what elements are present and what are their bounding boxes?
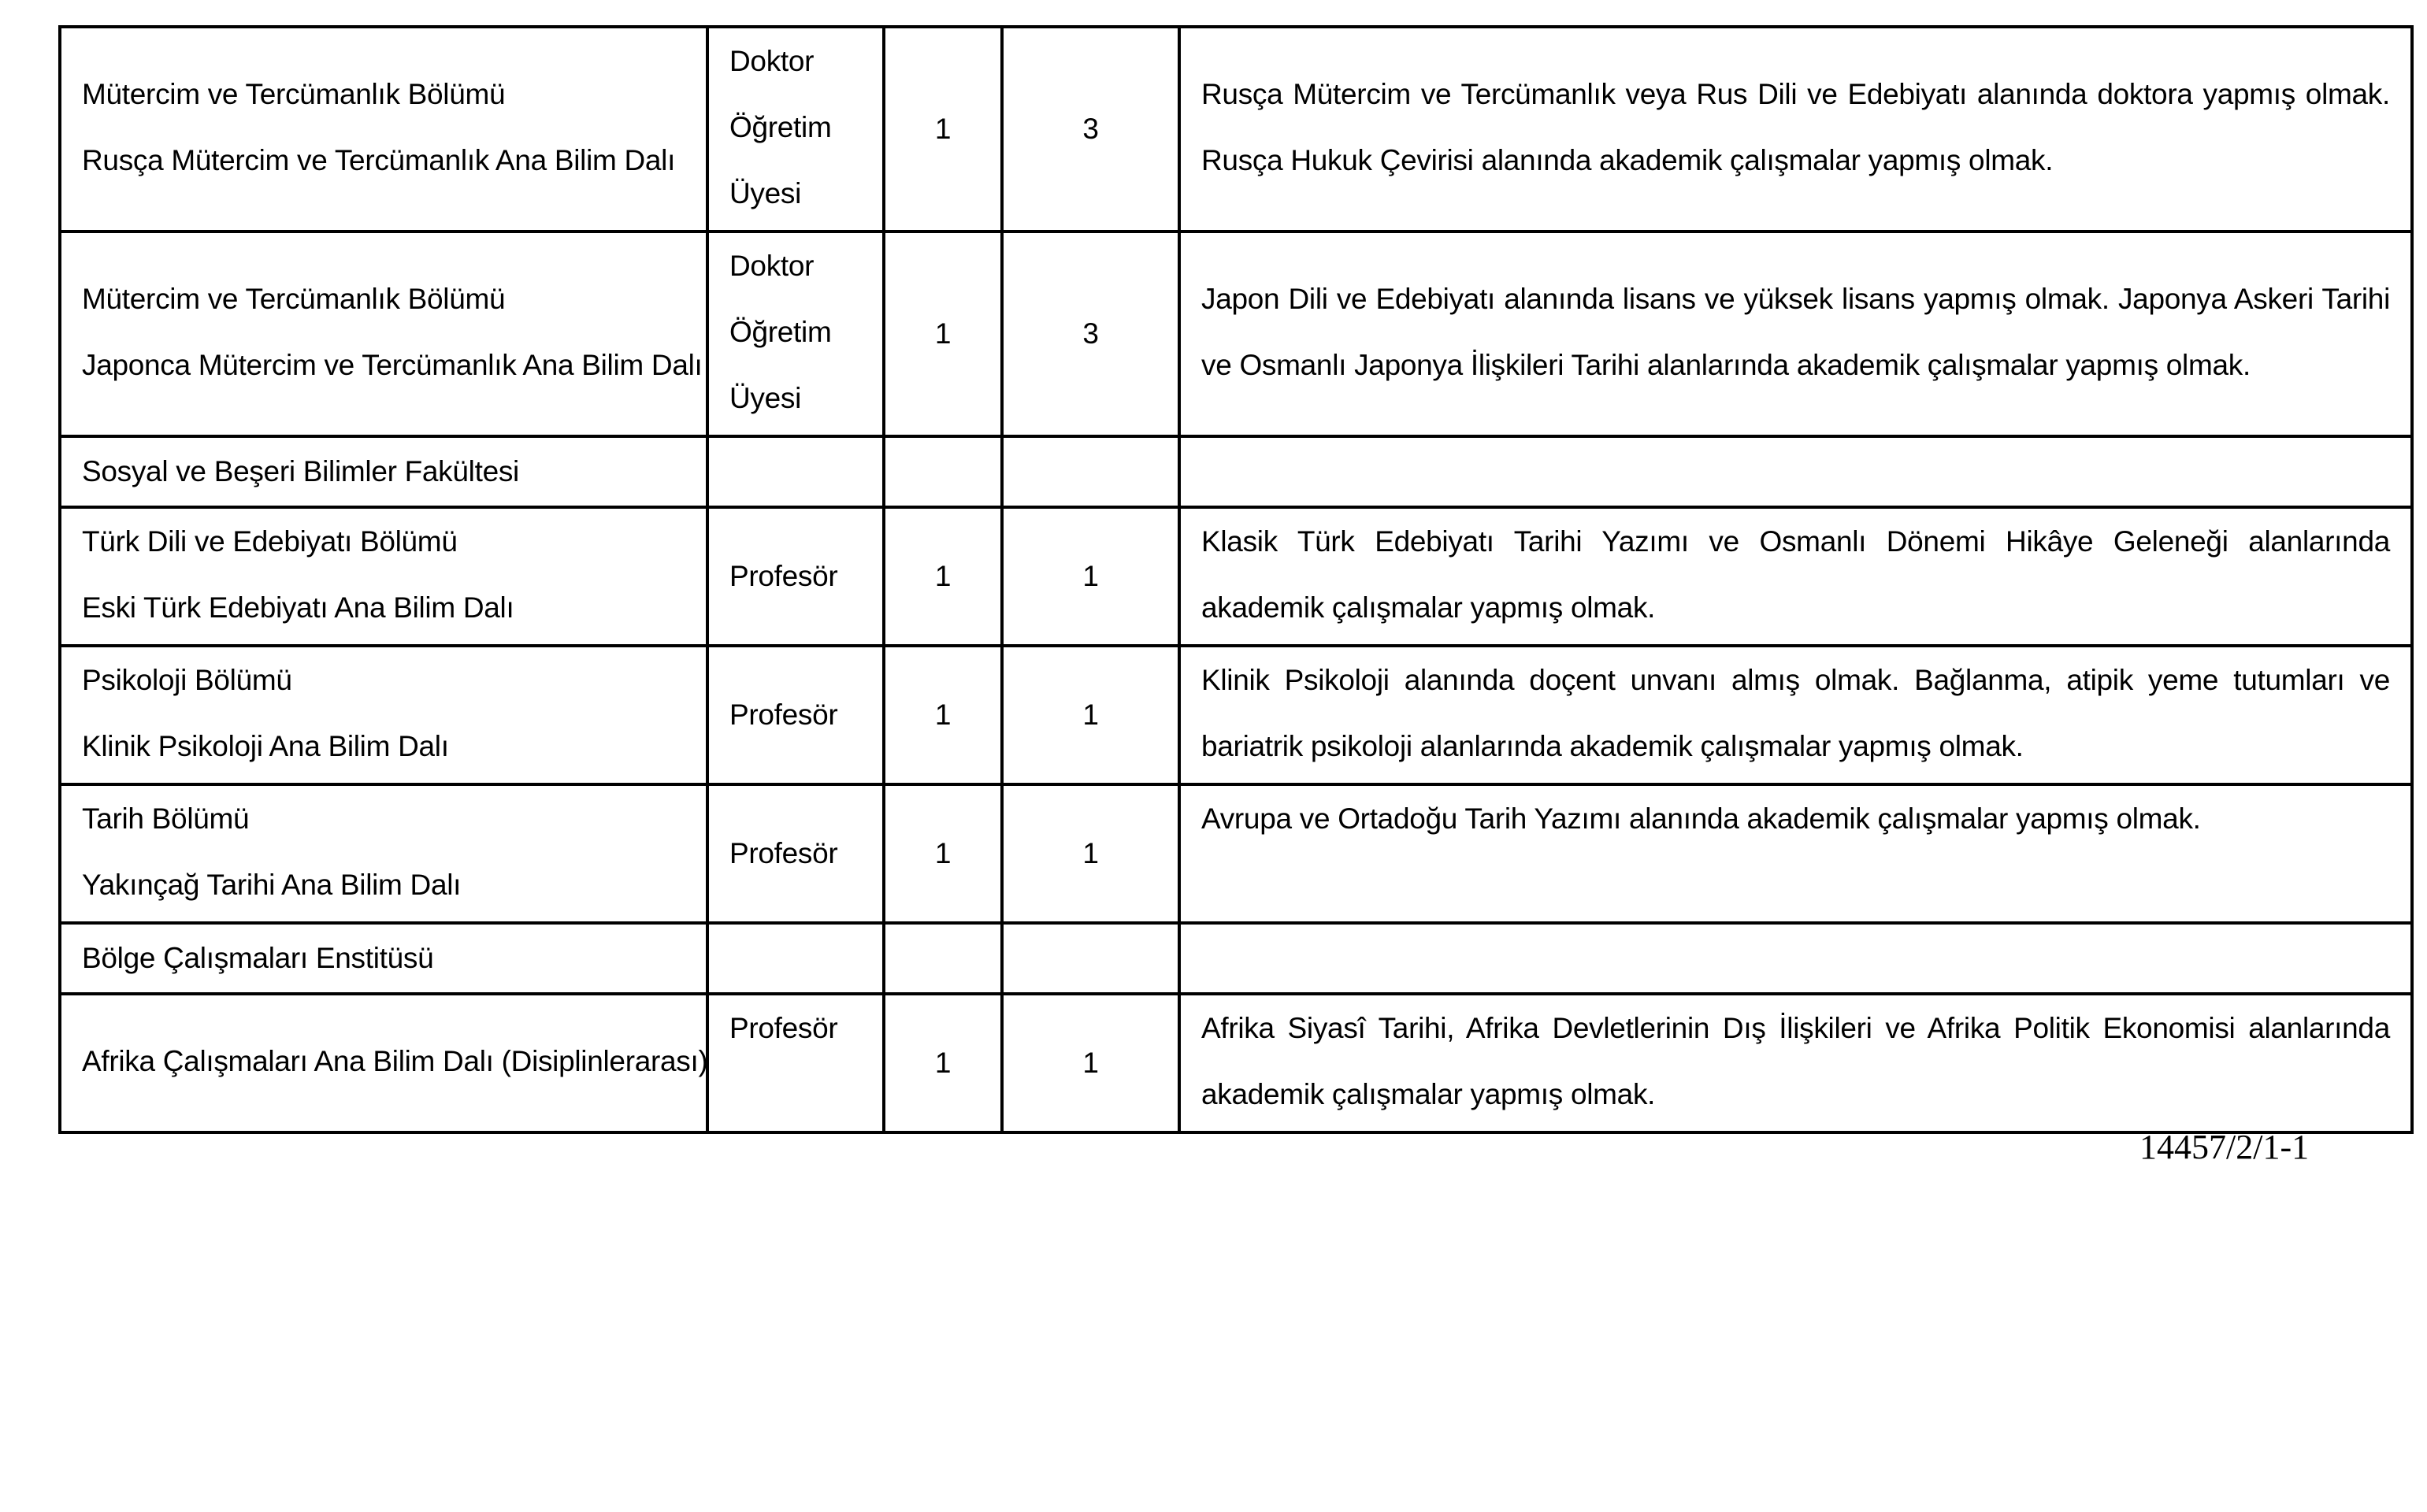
empty-cell <box>707 923 884 994</box>
degree-cell: 1 <box>1002 994 1179 1132</box>
title-cell: Profesör <box>707 784 884 923</box>
title-line: Öğretim <box>729 316 832 348</box>
title-cell <box>707 232 884 436</box>
empty-cell <box>884 436 1002 507</box>
empty-cell <box>1002 436 1179 507</box>
title-cell: Profesör <box>707 646 884 784</box>
count-cell: 1 <box>884 994 1002 1132</box>
table-row <box>60 507 2412 646</box>
count-cell: 1 <box>884 27 1002 232</box>
title-cell: Profesör <box>707 994 884 1132</box>
title-line: Üyesi <box>729 177 802 209</box>
unit-line: Klinik Psikoloji Ana Bilim Dalı <box>82 730 449 762</box>
degree-cell: 1 <box>1002 507 1179 646</box>
table-row <box>60 784 2412 923</box>
unit-cell <box>60 507 707 646</box>
empty-cell <box>707 436 884 507</box>
requirement-cell: Afrika Siyasî Tarihi, Afrika Devletlerinin Dış İlişkileri ve Afrika Politik Ekonomisi alanlarında akademik çalışmalar yapmış olmak. <box>1179 994 2412 1132</box>
count-cell: 1 <box>884 232 1002 436</box>
degree-cell: 1 <box>1002 646 1179 784</box>
unit-cell <box>60 994 707 1132</box>
section-header: Bölge Çalışmaları Enstitüsü <box>60 923 707 994</box>
empty-cell <box>1002 923 1179 994</box>
requirement-text: Japon Dili ve Edebiyatı alanında lisans ve yüksek lisans yapmış olmak. Japonya Askeri Tarihi ve Osmanlı Japonya İlişkileri Tarihi alanlarında akademik çalışmalar yapmış olmak. <box>1201 283 2390 381</box>
unit-line: Rusça Mütercim ve Tercümanlık Ana Bilim Dalı <box>82 144 676 176</box>
requirement-text: Rusça Mütercim ve Tercümanlık veya Rus Dili ve Edebiyatı alanında doktora yapmış olmak. Rusça Hukuk Çevirisi alanında akademik çalışmalar yapmış olmak. <box>1201 78 2390 176</box>
section-header-row <box>60 436 2412 507</box>
unit-cell <box>60 27 707 232</box>
title-cell <box>707 27 884 232</box>
table-row <box>60 232 2412 436</box>
unit-line: Yakınçağ Tarihi Ana Bilim Dalı <box>82 869 462 901</box>
table-row <box>60 646 2412 784</box>
empty-cell <box>1179 923 2412 994</box>
title-line: Öğretim <box>729 111 832 143</box>
table-row <box>60 27 2412 232</box>
unit-line: Mütercim ve Tercümanlık Bölümü <box>82 283 506 315</box>
degree-cell: 3 <box>1002 232 1179 436</box>
unit-cell <box>60 232 707 436</box>
requirement-cell: Klasik Türk Edebiyatı Tarihi Yazımı ve Osmanlı Dönemi Hikâye Geleneği alanlarında akademik çalışmalar yapmış olmak. <box>1179 507 2412 646</box>
requirement-cell <box>1179 232 2412 436</box>
title-line: Doktor <box>729 250 815 282</box>
empty-cell <box>884 923 1002 994</box>
unit-line: Afrika Çalışmaları Ana Bilim Dalı (Disiplinlerarası) <box>82 1045 708 1077</box>
unit-cell <box>60 784 707 923</box>
count-cell: 1 <box>884 784 1002 923</box>
degree-cell: 1 <box>1002 784 1179 923</box>
page-reference: 14457/2/1-1 <box>2139 1128 2310 1166</box>
unit-line: Japonca Mütercim ve Tercümanlık Ana Bilim Dalı <box>82 349 703 381</box>
title-line: Üyesi <box>729 382 802 414</box>
title-cell: Profesör <box>707 507 884 646</box>
unit-line: Eski Türk Edebiyatı Ana Bilim Dalı <box>82 591 514 624</box>
section-header: Sosyal ve Beşeri Bilimler Fakültesi <box>60 436 707 507</box>
unit-line: Türk Dili ve Edebiyatı Bölümü <box>82 525 458 558</box>
degree-cell: 3 <box>1002 27 1179 232</box>
count-cell: 1 <box>884 646 1002 784</box>
requirement-cell: Klinik Psikoloji alanında doçent unvanı almış olmak. Bağlanma, atipik yeme tutumları ve bariatrik psikoloji alanlarında akademik çalışmalar yapmış olmak. <box>1179 646 2412 784</box>
requirement-cell <box>1179 27 2412 232</box>
unit-line: Mütercim ve Tercümanlık Bölümü <box>82 78 506 110</box>
requirement-cell: Avrupa ve Ortadoğu Tarih Yazımı alanında akademik çalışmalar yapmış olmak. <box>1179 784 2412 923</box>
count-cell: 1 <box>884 507 1002 646</box>
title-line: Doktor <box>729 45 815 77</box>
unit-line: Psikoloji Bölümü <box>82 664 292 696</box>
unit-line: Tarih Bölümü <box>82 802 250 835</box>
unit-cell <box>60 646 707 784</box>
empty-cell <box>1179 436 2412 507</box>
section-header-row <box>60 923 2412 994</box>
table-row <box>60 994 2412 1132</box>
positions-table <box>58 25 2414 1134</box>
